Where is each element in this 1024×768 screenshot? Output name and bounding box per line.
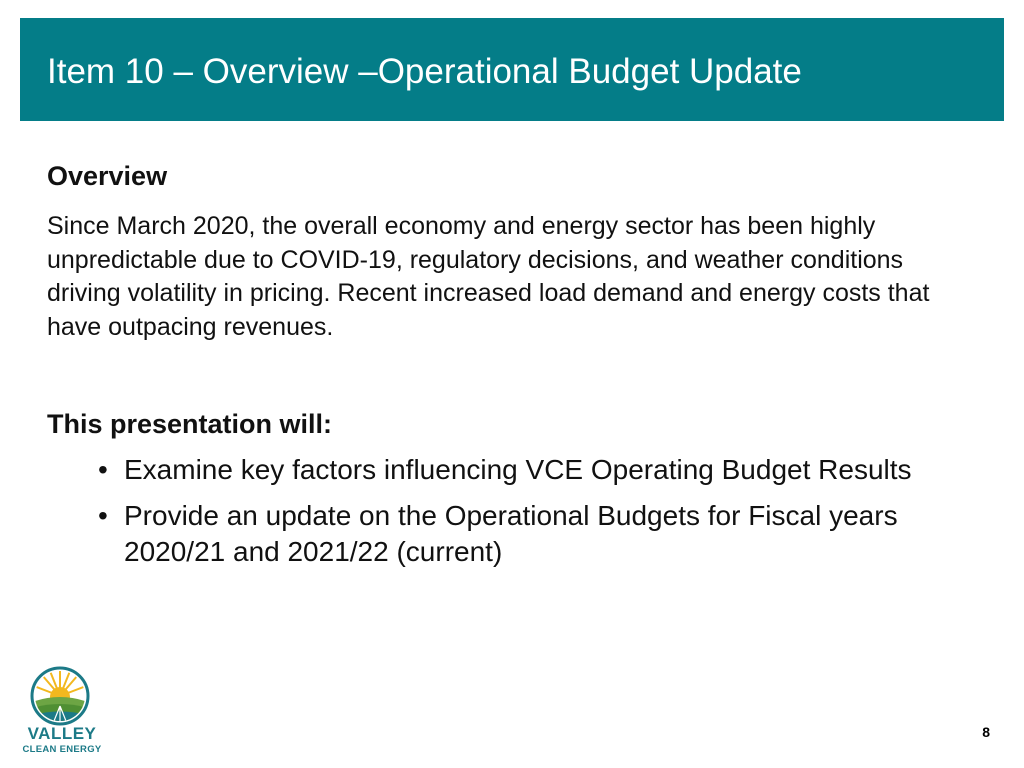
bullet-icon: • (98, 454, 108, 485)
valley-clean-energy-logo (18, 666, 106, 760)
page-number: 8 (982, 724, 990, 740)
presentation-heading: This presentation will: (47, 409, 333, 439)
logo-wordmark: VALLEY (27, 724, 97, 743)
logo-tagline: CLEAN ENERGY (22, 744, 102, 755)
bullet-text: Examine key factors influencing VCE Operating Budget Results (124, 454, 912, 485)
title-bar (20, 18, 1004, 121)
bullet-item (98, 498, 918, 570)
bullet-icon: • (98, 500, 108, 531)
overview-heading: Overview (47, 161, 168, 191)
bullet-list (98, 452, 918, 580)
slide-title: Item 10 – Overview –Operational Budget Update (47, 52, 802, 91)
bullet-text: Provide an update on the Operational Budgets for Fiscal years 2020/21 and 2021/22 (current) (124, 500, 898, 567)
sun-over-fields-logo-icon (30, 666, 90, 726)
bullet-item (98, 452, 918, 488)
overview-paragraph: Since March 2020, the overall economy and energy sector has been highly unpredictable due to COVID-19, regulatory decisions, and weather conditions driving volatility in pricing. Recent increased load demand and energy costs that have outpacing revenues. (47, 212, 930, 341)
